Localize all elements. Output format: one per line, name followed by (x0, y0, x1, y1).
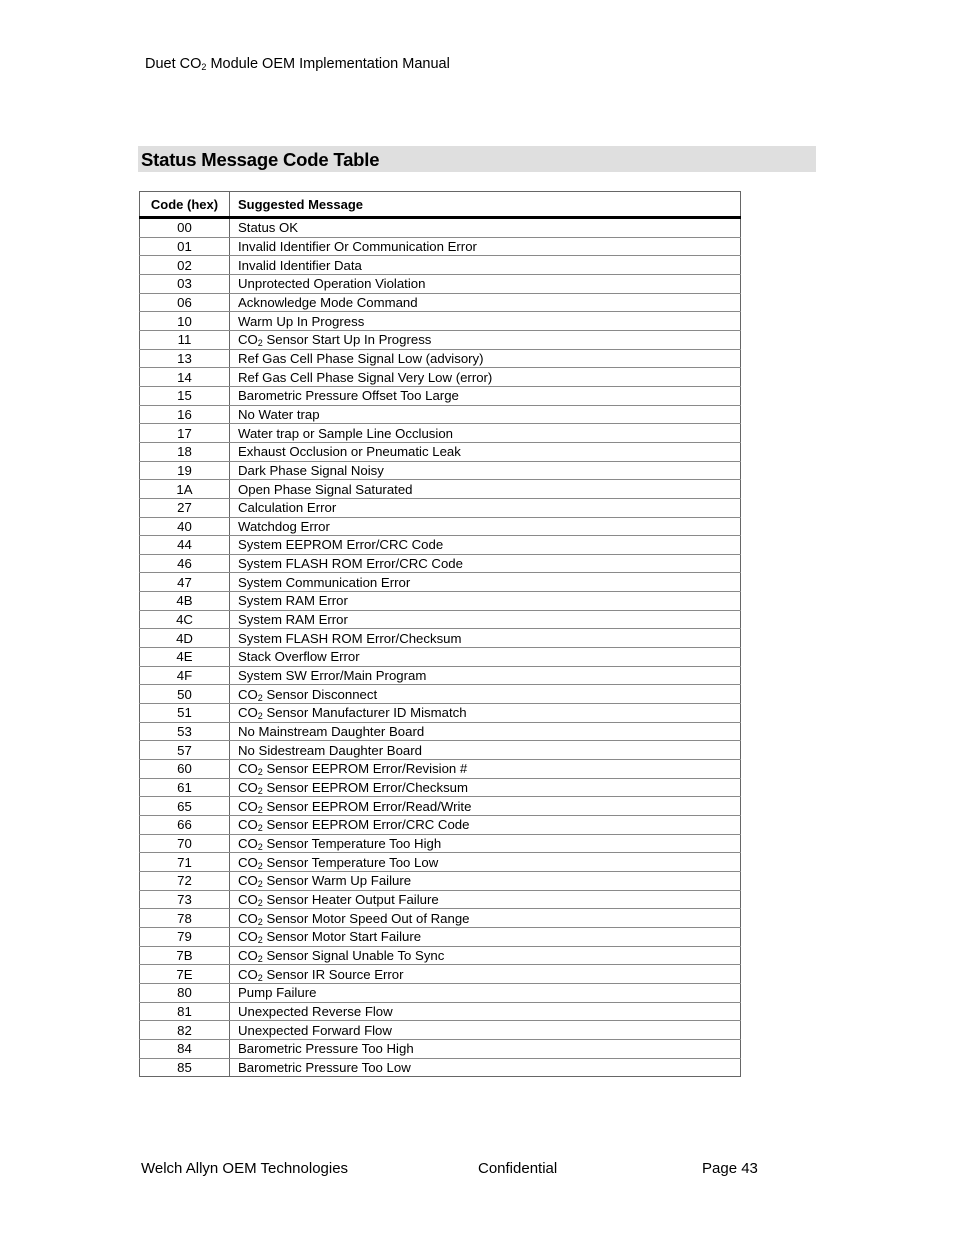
status-message-text: Unexpected Forward Flow (238, 1022, 392, 1038)
status-message-cell (230, 1002, 741, 1021)
co2-prefix: CO (238, 966, 258, 982)
table-row (140, 349, 741, 368)
status-message-text: Sensor Temperature Too Low (262, 854, 439, 870)
table-row (140, 386, 741, 405)
status-code-cell: 15 (140, 386, 230, 405)
status-message-text: Exhaust Occlusion or Pneumatic Leak (238, 444, 461, 460)
status-message-cell (230, 927, 741, 946)
status-code-cell: 4C (140, 610, 230, 629)
header-title-rest: Module OEM Implementation Manual (206, 56, 450, 72)
co2-prefix: CO (238, 910, 258, 926)
table-row (140, 442, 741, 461)
status-code-cell: 73 (140, 890, 230, 909)
status-message-cell (230, 629, 741, 648)
status-message-text: Unprotected Operation Violation (238, 276, 426, 292)
co2-subscript: 2 (257, 879, 263, 890)
table-row (140, 256, 741, 275)
co2-prefix: CO (238, 873, 258, 889)
status-message-cell (230, 405, 741, 424)
table-row (140, 778, 741, 797)
table-row (140, 797, 741, 816)
column-header-code: Code (hex) (140, 192, 230, 218)
status-message-cell (230, 274, 741, 293)
status-message-text: Sensor EEPROM Error/Revision # (262, 761, 468, 777)
status-message-text: Sensor EEPROM Error/CRC Code (262, 817, 470, 833)
co2-subscript: 2 (257, 916, 263, 927)
status-message-cell (230, 816, 741, 835)
status-code-cell: 00 (140, 218, 230, 238)
status-message-cell (230, 983, 741, 1002)
co2-prefix: CO (238, 686, 258, 702)
status-message-text: System EEPROM Error/CRC Code (238, 537, 444, 553)
co2-prefix: CO (238, 854, 258, 870)
status-code-cell: 71 (140, 853, 230, 872)
status-message-text: Sensor IR Source Error (262, 966, 404, 982)
co2-prefix: CO (238, 705, 258, 721)
status-code-cell: 18 (140, 442, 230, 461)
table-row (140, 1021, 741, 1040)
status-message-cell (230, 704, 741, 723)
table-row (140, 274, 741, 293)
status-message-cell (230, 330, 741, 349)
status-message-text: No Mainstream Daughter Board (238, 724, 425, 740)
table-row (140, 536, 741, 555)
table-row (140, 1002, 741, 1021)
co2-subscript: 2 (257, 711, 263, 722)
status-message-text: Sensor EEPROM Error/Read/Write (262, 798, 472, 814)
status-message-cell (230, 909, 741, 928)
table-header-row (140, 192, 741, 218)
co2-subscript: 2 (257, 972, 263, 983)
co2-subscript: 2 (257, 767, 263, 778)
document-header (145, 56, 450, 72)
status-message-cell (230, 573, 741, 592)
co2-subscript: 2 (257, 338, 263, 349)
table-row (140, 312, 741, 331)
status-message-text: No Water trap (238, 406, 320, 422)
table-row (140, 685, 741, 704)
co2-subscript: 2 (257, 692, 263, 703)
status-message-cell (230, 368, 741, 387)
co2-subscript: 2 (257, 786, 263, 797)
status-code-cell: 60 (140, 760, 230, 779)
table-row (140, 666, 741, 685)
footer-confidential: Confidential (478, 1160, 558, 1177)
status-message-text: Barometric Pressure Offset Too Large (238, 388, 459, 404)
status-code-cell: 7B (140, 946, 230, 965)
status-message-cell (230, 386, 741, 405)
status-code-cell: 02 (140, 256, 230, 275)
status-message-cell (230, 610, 741, 629)
status-message-text: Water trap or Sample Line Occlusion (238, 425, 453, 441)
status-code-cell: 16 (140, 405, 230, 424)
section-title: Status Message Code Table (141, 149, 380, 170)
status-message-text: Ref Gas Cell Phase Signal Very Low (error) (238, 369, 493, 385)
co2-prefix: CO (238, 929, 258, 945)
status-message-text: System FLASH ROM Error/CRC Code (238, 556, 463, 572)
status-message-cell (230, 293, 741, 312)
table-row (140, 927, 741, 946)
status-message-text: Calculation Error (238, 500, 337, 516)
status-message-cell (230, 536, 741, 555)
table-row (140, 592, 741, 611)
status-code-cell: 4E (140, 648, 230, 667)
table-row (140, 405, 741, 424)
status-code-cell: 4F (140, 666, 230, 685)
status-code-cell: 7E (140, 965, 230, 984)
status-message-text: Status OK (238, 220, 299, 236)
co2-prefix: CO (238, 332, 258, 348)
table-row (140, 610, 741, 629)
table-row (140, 293, 741, 312)
status-code-cell: 51 (140, 704, 230, 723)
status-code-cell: 72 (140, 871, 230, 890)
header-title-part: Duet CO (145, 56, 202, 72)
table-row (140, 237, 741, 256)
status-code-cell: 06 (140, 293, 230, 312)
co2-subscript: 2 (257, 953, 263, 964)
co2-prefix: CO (238, 798, 258, 814)
status-message-text: System FLASH ROM Error/Checksum (238, 630, 462, 646)
status-message-text: Sensor Motor Speed Out of Range (262, 910, 470, 926)
status-message-text: System Communication Error (238, 574, 411, 590)
status-code-cell: 84 (140, 1039, 230, 1058)
status-message-cell (230, 890, 741, 909)
table-row (140, 760, 741, 779)
status-message-cell (230, 461, 741, 480)
status-code-cell: 03 (140, 274, 230, 293)
status-code-cell: 1A (140, 480, 230, 499)
status-code-cell: 11 (140, 330, 230, 349)
status-message-text: Acknowledge Mode Command (238, 294, 418, 310)
status-code-cell: 61 (140, 778, 230, 797)
status-code-cell: 53 (140, 722, 230, 741)
status-code-cell: 66 (140, 816, 230, 835)
table-row (140, 890, 741, 909)
status-code-cell: 85 (140, 1058, 230, 1077)
co2-prefix: CO (238, 780, 258, 796)
column-header-message: Suggested Message (230, 192, 741, 218)
status-code-cell: 4D (140, 629, 230, 648)
status-message-text: Sensor Disconnect (262, 686, 378, 702)
status-message-text: Sensor Heater Output Failure (262, 891, 439, 907)
status-message-cell (230, 480, 741, 499)
status-code-cell: 46 (140, 554, 230, 573)
status-message-cell (230, 498, 741, 517)
status-message-cell (230, 722, 741, 741)
table-row (140, 368, 741, 387)
status-message-text: Sensor Start Up In Progress (262, 332, 432, 348)
status-message-cell (230, 237, 741, 256)
co2-prefix: CO (238, 761, 258, 777)
status-message-cell (230, 554, 741, 573)
status-message-cell (230, 778, 741, 797)
table-row (140, 741, 741, 760)
status-message-cell (230, 349, 741, 368)
status-message-cell (230, 424, 741, 443)
status-message-text: Sensor Temperature Too High (262, 835, 442, 851)
table-row (140, 965, 741, 984)
table-row (140, 722, 741, 741)
status-message-cell (230, 1021, 741, 1040)
status-code-cell: 65 (140, 797, 230, 816)
status-code-cell: 80 (140, 983, 230, 1002)
table-row (140, 648, 741, 667)
status-message-text: Barometric Pressure Too High (238, 1041, 414, 1057)
status-message-text: Ref Gas Cell Phase Signal Low (advisory) (238, 350, 484, 366)
status-code-cell: 79 (140, 927, 230, 946)
status-message-cell (230, 648, 741, 667)
table-row (140, 517, 741, 536)
status-message-text: System SW Error/Main Program (238, 668, 427, 684)
status-message-text: Unexpected Reverse Flow (238, 1003, 393, 1019)
table-row (140, 909, 741, 928)
status-message-cell (230, 1039, 741, 1058)
status-message-text: Dark Phase Signal Noisy (238, 462, 384, 478)
co2-subscript: 2 (257, 897, 263, 908)
section-heading (138, 146, 816, 172)
status-code-cell: 40 (140, 517, 230, 536)
status-message-cell (230, 797, 741, 816)
status-code-cell: 4B (140, 592, 230, 611)
table-row (140, 461, 741, 480)
status-code-cell: 27 (140, 498, 230, 517)
table-row (140, 816, 741, 835)
status-message-text: Sensor Signal Unable To Sync (262, 947, 445, 963)
status-message-cell (230, 685, 741, 704)
table-row (140, 946, 741, 965)
status-message-text: Stack Overflow Error (238, 649, 360, 665)
table-row (140, 853, 741, 872)
table-row (140, 424, 741, 443)
table-row (140, 218, 741, 238)
table-row (140, 704, 741, 723)
status-message-cell (230, 312, 741, 331)
status-message-text: Invalid Identifier Data (238, 257, 362, 273)
table-row (140, 1039, 741, 1058)
header-subscript: 2 (201, 62, 207, 72)
co2-prefix: CO (238, 835, 258, 851)
status-message-cell (230, 442, 741, 461)
table-row (140, 983, 741, 1002)
status-message-text: System RAM Error (238, 593, 348, 609)
table-row (140, 629, 741, 648)
status-message-text: Invalid Identifier Or Communication Error (238, 238, 477, 254)
status-message-text: No Sidestream Daughter Board (238, 742, 422, 758)
table-row (140, 498, 741, 517)
status-code-cell: 78 (140, 909, 230, 928)
status-message-cell (230, 871, 741, 890)
status-message-cell (230, 946, 741, 965)
status-code-cell: 70 (140, 834, 230, 853)
status-message-text: Sensor EEPROM Error/Checksum (262, 780, 468, 796)
co2-prefix: CO (238, 817, 258, 833)
table-row (140, 871, 741, 890)
co2-subscript: 2 (257, 860, 263, 871)
table-row (140, 480, 741, 499)
table-body (140, 218, 741, 1077)
status-code-cell: 82 (140, 1021, 230, 1040)
status-code-cell: 01 (140, 237, 230, 256)
status-message-text: Sensor Warm Up Failure (262, 873, 412, 889)
footer-company: Welch Allyn OEM Technologies (141, 1160, 349, 1177)
status-message-cell (230, 853, 741, 872)
status-message-cell (230, 256, 741, 275)
status-message-cell (230, 760, 741, 779)
status-code-cell: 57 (140, 741, 230, 760)
status-message-cell (230, 218, 741, 238)
status-message-text: Watchdog Error (238, 518, 330, 534)
status-code-cell: 14 (140, 368, 230, 387)
co2-subscript: 2 (257, 935, 263, 946)
status-message-text: Sensor Manufacturer ID Mismatch (262, 705, 467, 721)
status-message-text: System RAM Error (238, 612, 348, 628)
status-message-cell (230, 834, 741, 853)
status-message-cell (230, 517, 741, 536)
status-message-text: Pump Failure (238, 985, 317, 1001)
status-code-cell: 17 (140, 424, 230, 443)
status-code-cell: 10 (140, 312, 230, 331)
status-message-cell (230, 592, 741, 611)
status-code-cell: 81 (140, 1002, 230, 1021)
status-code-cell: 50 (140, 685, 230, 704)
status-message-cell (230, 965, 741, 984)
status-message-cell (230, 741, 741, 760)
status-message-cell (230, 666, 741, 685)
table-row (140, 1058, 741, 1077)
status-code-cell: 47 (140, 573, 230, 592)
co2-subscript: 2 (257, 823, 263, 834)
status-code-cell: 19 (140, 461, 230, 480)
table-row (140, 554, 741, 573)
co2-subscript: 2 (257, 841, 263, 852)
status-code-cell: 44 (140, 536, 230, 555)
status-message-text: Barometric Pressure Too Low (238, 1059, 411, 1075)
table-row (140, 573, 741, 592)
status-message-text: Sensor Motor Start Failure (262, 929, 422, 945)
footer-page-number: Page 43 (702, 1160, 758, 1177)
status-code-table (139, 191, 741, 1077)
co2-prefix: CO (238, 891, 258, 907)
status-code-cell: 13 (140, 349, 230, 368)
status-message-text: Open Phase Signal Saturated (238, 481, 413, 497)
status-message-text: Warm Up In Progress (238, 313, 365, 329)
table-row (140, 330, 741, 349)
co2-prefix: CO (238, 947, 258, 963)
table-row (140, 834, 741, 853)
co2-subscript: 2 (257, 804, 263, 815)
status-message-cell (230, 1058, 741, 1077)
